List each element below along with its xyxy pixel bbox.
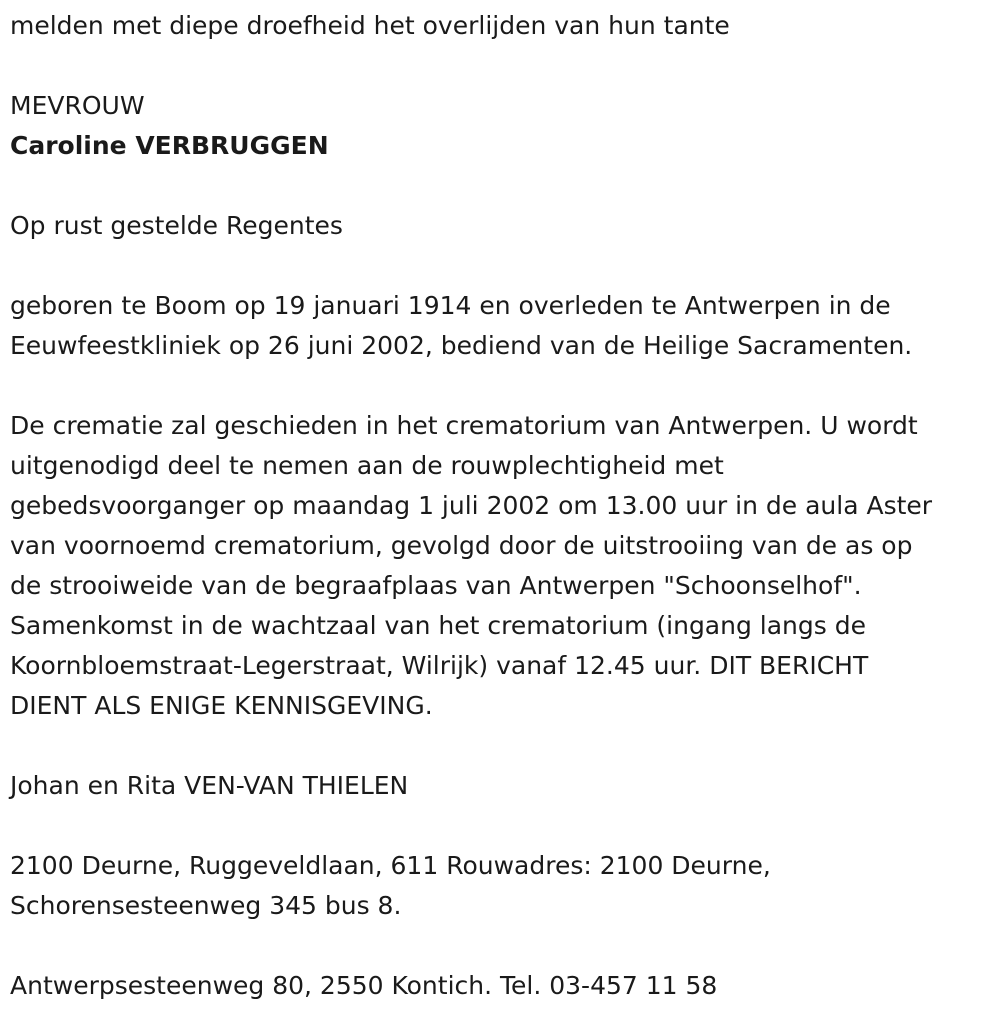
paragraph-line: Schorensesteenweg 345 bus 8. [10, 891, 402, 920]
paragraph-line: van voornoemd crematorium, gevolgd door de uitstrooiing van de as op [10, 531, 913, 560]
address-paragraph [10, 846, 995, 926]
spacer [10, 366, 995, 406]
paragraph-line: Samenkomst in de wachtzaal van het crematorium (ingang langs de [10, 611, 866, 640]
deceased-name: Caroline VERBRUGGEN [10, 131, 329, 160]
paragraph-line: uitgenodigd deel te nemen aan de rouwplechtigheid met [10, 451, 724, 480]
spacer [10, 806, 995, 846]
paragraph-line: 2100 Deurne, Ruggeveldlaan, 611 Rouwadres: 2100 Deurne, [10, 851, 771, 880]
paragraph-line: Koornbloemstraat-Legerstraat, Wilrijk) vanaf 12.45 uur. DIT BERICHT [10, 651, 869, 680]
spacer [10, 926, 995, 966]
funeral-home-contact: Antwerpsesteenweg 80, 2550 Kontich. Tel. 03-457 11 58 [10, 971, 718, 1000]
paragraph-line: De crematie zal geschieden in het crematorium van Antwerpen. U wordt [10, 411, 918, 440]
spacer [10, 166, 995, 206]
intro-text: melden met diepe droefheid het overlijden van hun tante [10, 11, 730, 40]
paragraph-line: DIENT ALS ENIGE KENNISGEVING. [10, 691, 433, 720]
spacer [10, 246, 995, 286]
obituary-notice [10, 6, 995, 1006]
spacer [10, 726, 995, 766]
spacer [10, 46, 995, 86]
family-names: Johan en Rita VEN-VAN THIELEN [10, 771, 409, 800]
paragraph-line: de strooiweide van de begraafplaas van Antwerpen "Schoonselhof". [10, 571, 862, 600]
ceremony-paragraph [10, 406, 995, 726]
paragraph-line: geboren te Boom op 19 januari 1914 en overleden te Antwerpen in de [10, 291, 891, 320]
occupation: Op rust gestelde Regentes [10, 211, 343, 240]
paragraph-line: Eeuwfeestkliniek op 26 juni 2002, bediend van de Heilige Sacramenten. [10, 331, 913, 360]
honorific: MEVROUW [10, 91, 145, 120]
birth-death-paragraph [10, 286, 995, 366]
paragraph-line: gebedsvoorganger op maandag 1 juli 2002 om 13.00 uur in de aula Aster [10, 491, 933, 520]
